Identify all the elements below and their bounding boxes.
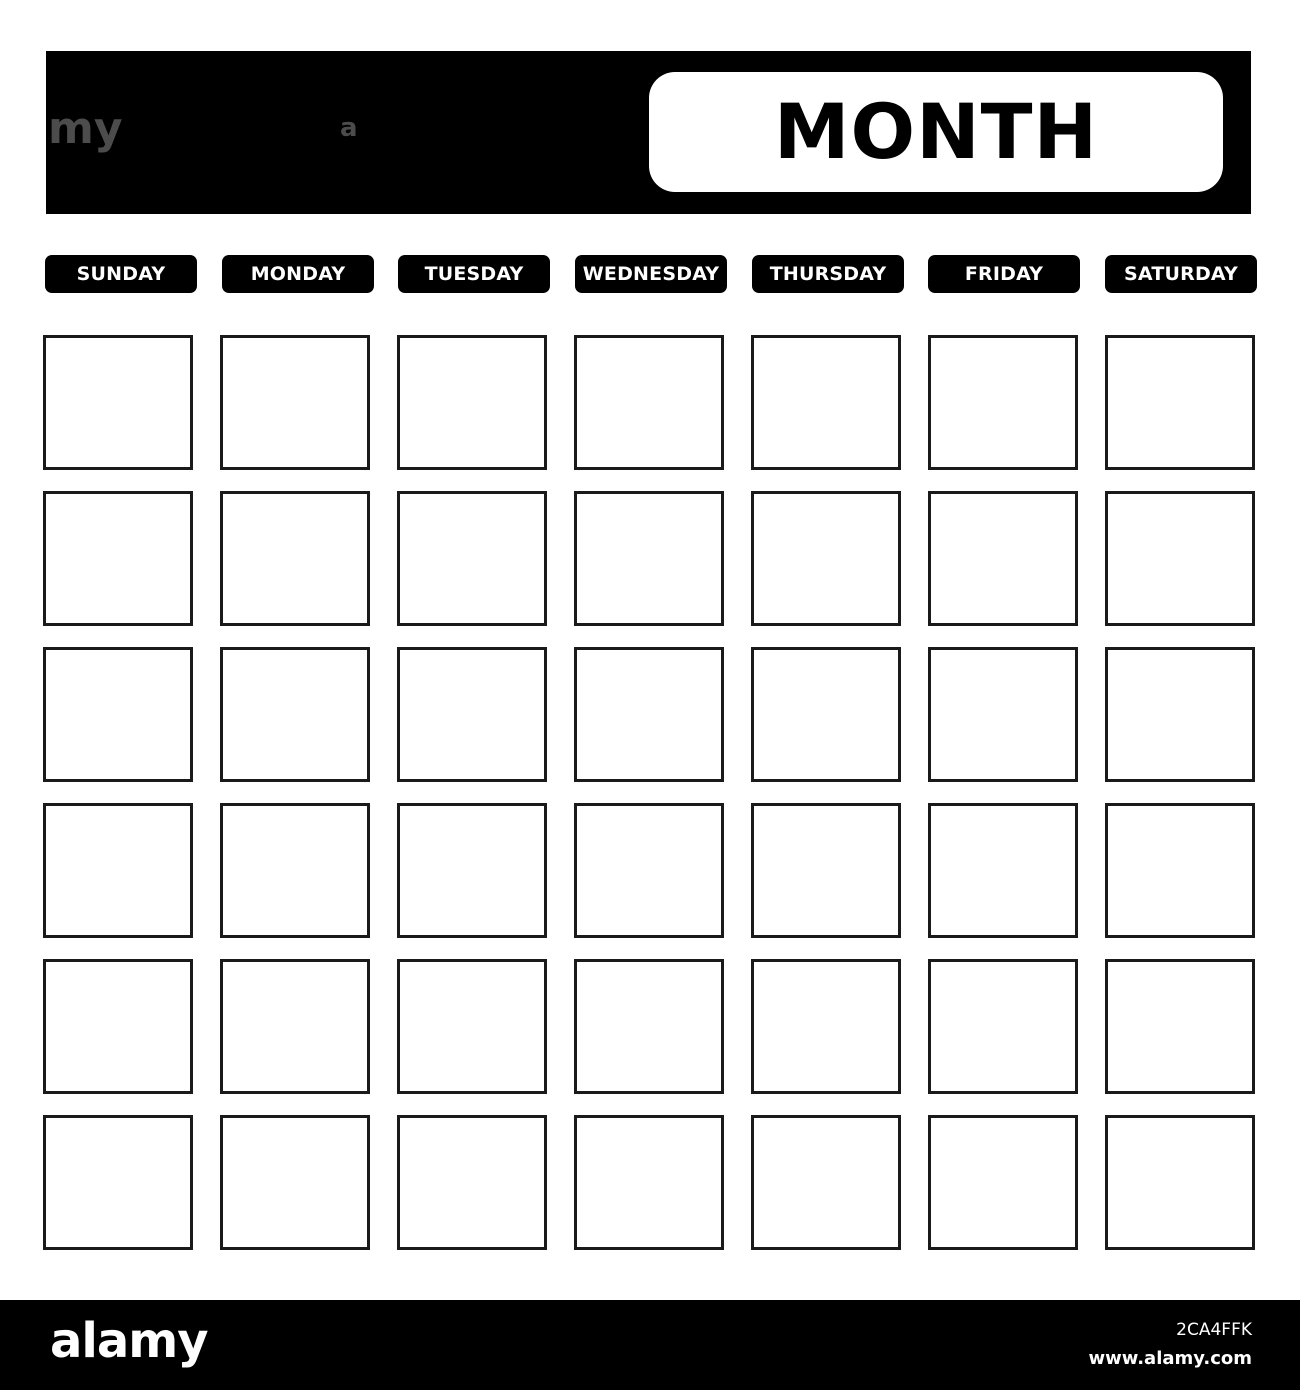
day-cell xyxy=(1105,647,1255,782)
watermark-fragment: a xyxy=(340,113,358,143)
day-cell xyxy=(574,1115,724,1250)
day-cell xyxy=(751,959,901,1094)
day-cell xyxy=(574,491,724,626)
day-cell xyxy=(43,1115,193,1250)
day-cell xyxy=(220,335,370,470)
day-cell xyxy=(397,959,547,1094)
day-label: MONDAY xyxy=(250,263,346,285)
day-cell xyxy=(751,1115,901,1250)
day-cell xyxy=(574,335,724,470)
day-cell xyxy=(43,491,193,626)
day-cell xyxy=(928,959,1078,1094)
alamy-logo: alamy xyxy=(50,1313,208,1369)
day-cell xyxy=(574,803,724,938)
day-cell xyxy=(751,491,901,626)
day-cell xyxy=(928,335,1078,470)
day-cell xyxy=(397,335,547,470)
day-cell xyxy=(574,959,724,1094)
day-header-monday xyxy=(222,255,374,293)
day-cell xyxy=(220,959,370,1094)
day-cell xyxy=(397,491,547,626)
day-cell xyxy=(1105,803,1255,938)
month-title: MONTH xyxy=(773,87,1099,176)
day-cell xyxy=(751,647,901,782)
day-cell xyxy=(220,1115,370,1250)
day-header-sunday xyxy=(45,255,197,293)
day-header-wednesday xyxy=(575,255,727,293)
watermark-fragment: my xyxy=(48,103,123,154)
day-header-friday xyxy=(928,255,1080,293)
day-cell xyxy=(928,647,1078,782)
image-id: 2CA4FFK xyxy=(1176,1320,1252,1340)
day-cell xyxy=(1105,491,1255,626)
day-cell xyxy=(220,647,370,782)
day-cell xyxy=(928,491,1078,626)
day-cell xyxy=(397,647,547,782)
day-cell xyxy=(574,647,724,782)
day-cell xyxy=(397,1115,547,1250)
watermark-footer xyxy=(0,1300,1300,1390)
day-header-saturday xyxy=(1105,255,1257,293)
day-cell xyxy=(1105,959,1255,1094)
day-cell xyxy=(751,335,901,470)
day-cell xyxy=(928,1115,1078,1250)
day-label: SATURDAY xyxy=(1124,263,1238,285)
day-label: THURSDAY xyxy=(769,263,887,285)
day-cell xyxy=(43,959,193,1094)
day-label: WEDNESDAY xyxy=(582,263,720,285)
day-label: TUESDAY xyxy=(424,263,524,285)
day-cell xyxy=(1105,335,1255,470)
watermark-url: www.alamy.com xyxy=(1088,1348,1252,1369)
day-cell xyxy=(1105,1115,1255,1250)
day-header-tuesday xyxy=(398,255,550,293)
day-label: SUNDAY xyxy=(76,263,166,285)
day-cell xyxy=(43,647,193,782)
day-cell xyxy=(43,803,193,938)
day-label: FRIDAY xyxy=(964,263,1044,285)
day-cell xyxy=(43,335,193,470)
day-cell xyxy=(397,803,547,938)
header-banner xyxy=(46,51,1251,214)
day-cell xyxy=(928,803,1078,938)
day-header-thursday xyxy=(752,255,904,293)
day-cell xyxy=(751,803,901,938)
month-title-box xyxy=(649,72,1223,192)
day-cell xyxy=(220,491,370,626)
day-cell xyxy=(220,803,370,938)
